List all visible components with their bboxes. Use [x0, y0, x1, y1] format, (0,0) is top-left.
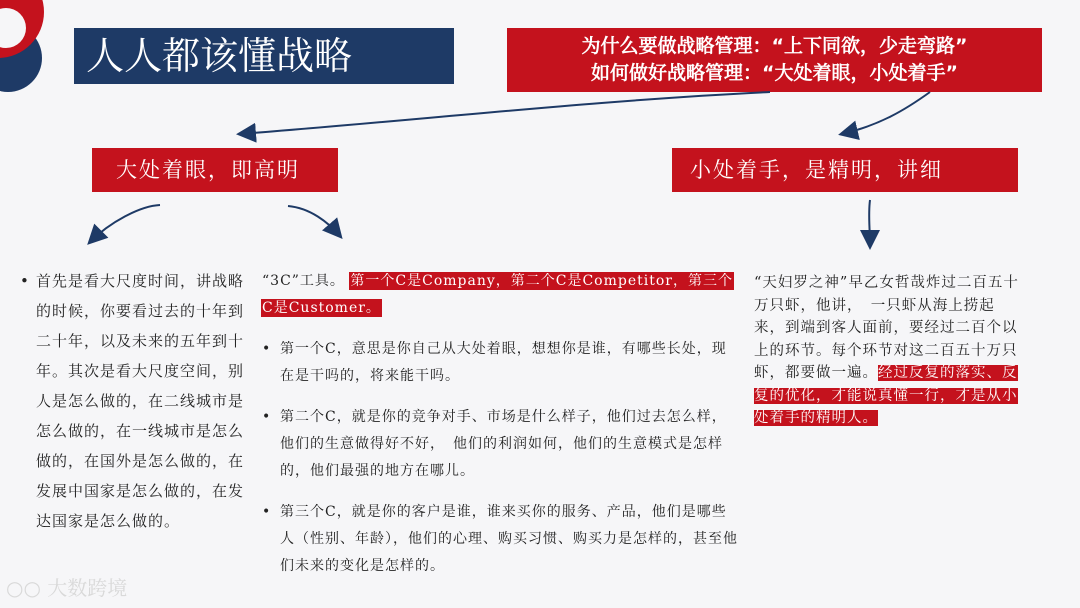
c2-text: 第二个C，就是你的竞争对手、市场是什么样子，他们过去怎么样，他们的生意做得好不好， 他们的利润如何，他们的生意模式是怎样的，他们最强的地方在哪儿。 — [280, 409, 727, 479]
arrow-to-col1 — [90, 205, 160, 242]
intro-text: “3C”工具。 — [262, 273, 345, 289]
col2-intro — [262, 268, 740, 322]
col2-3c — [262, 268, 740, 580]
watermark-logo — [6, 572, 127, 601]
c1-text: 第一个C，意思是你自己从大处着眼，想想你是谁，有哪些长处，现在是干吗的，将来能干吗。 — [280, 341, 727, 384]
bullet-dot: • — [20, 272, 30, 290]
intro-highlight: 第一个C是Company，第二个C是Competitor，第三个C是Customer。 — [262, 273, 733, 316]
right-label: 小处着手，是精明，讲细 — [672, 148, 1018, 192]
arrow-to-col3 — [869, 200, 870, 246]
watermark-text: 大数跨境 — [47, 576, 128, 600]
c1-item — [262, 336, 740, 390]
arrow-to-left-label — [240, 92, 770, 134]
left-label: 大处着眼，即高明 — [92, 148, 338, 192]
slide-title: 人人都该懂战略 — [74, 28, 454, 84]
bullet-dot: • — [262, 409, 272, 425]
c3-text: 第三个C，就是你的客户是谁，谁来买你的服务、产品，他们是哪些人（性别、年龄），他们的心理、购买习惯、购买力是怎样的，甚至他们未来的变化是怎样的。 — [280, 504, 738, 574]
bullet-dot: • — [262, 341, 272, 357]
bullet-dot: • — [262, 504, 272, 520]
c3-item — [262, 499, 740, 580]
question-why: 为什么要做战略管理：“上下同欲，少走弯路” — [581, 35, 968, 57]
arrow-to-col2 — [288, 206, 340, 236]
col3-story — [754, 272, 1024, 430]
question-how: 如何做好战略管理：“大处着眼，小处着手” — [591, 62, 958, 84]
col3-highlight: 经过反复的落实、反复的优化，才能说真懂一行，才是从小处着手的精明人。 — [754, 365, 1018, 426]
arrow-to-right-label — [842, 92, 930, 134]
c2-item — [262, 404, 740, 485]
col3-text: “天妇罗之神”早乙女哲哉炸过二百五十万只虾，他讲， 一只虾从海上捞起来，到端到客人面前，要经过二百个以上的环节。每个环节对这二百五十万只虾，都要做一遍。 — [754, 275, 1019, 381]
watermark-icon: ○○ — [6, 576, 41, 600]
col1-text: 首先是看大尺度时间，讲战略的时候，你要看过去的十年到二十年，以及未来的五年到十年。其次是看大尺度空间，别人是怎么做的，在二线城市是怎么做的，在一线城市是怎么做的，在国外是怎么做的，在发展中国家是怎么做的，在发达国家是怎么做的。 — [36, 272, 245, 530]
col1-paragraph — [20, 266, 258, 536]
